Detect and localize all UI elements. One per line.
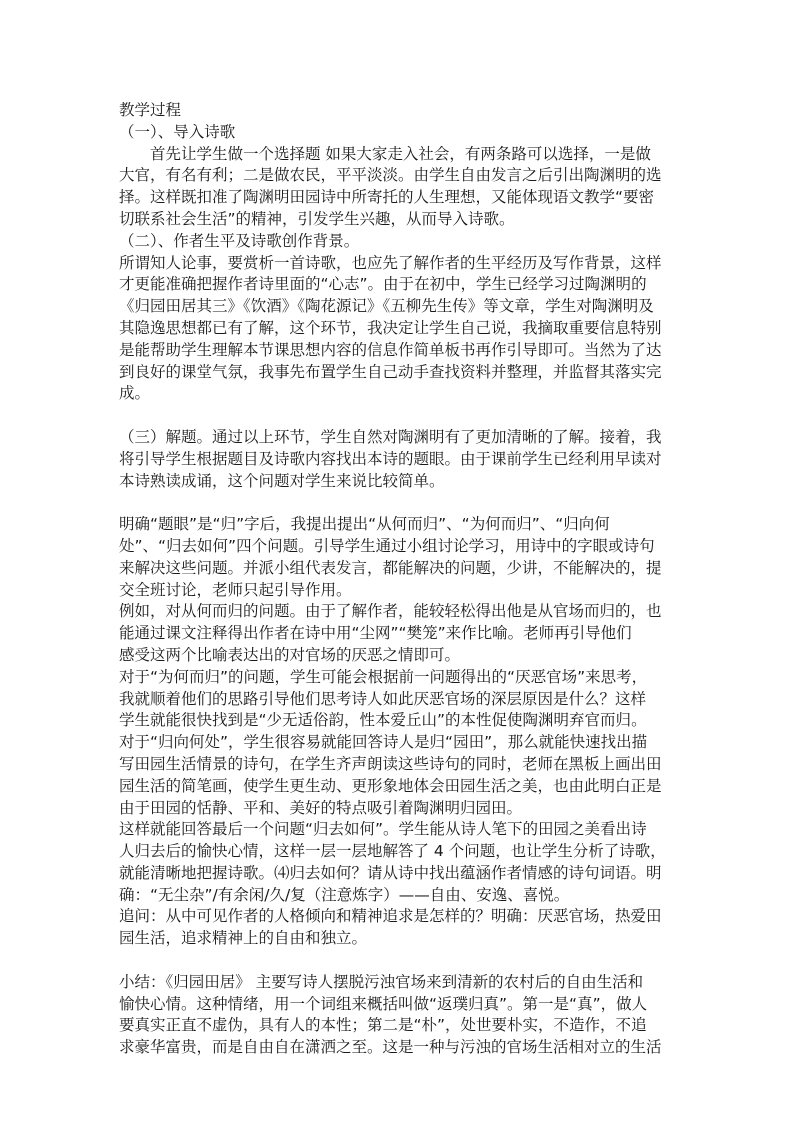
- paragraph-line: 小结：《归园田居》 主要写诗人摆脱污浊官场来到清新的农村后的自由生活和: [119, 972, 644, 991]
- paragraph-line: 写田园生活情景的诗句，在学生齐声朗读这些诗句的同时，老师在黑板上画出田: [119, 754, 662, 773]
- paragraph-line: 求豪华富贵，而是自由自在潇洒之至。这是一种与污浊的官场生活相对立的生活: [119, 1038, 662, 1057]
- paragraph-line: 对于“为何而归”的问题，学生可能会根据前一问题得出的“厌恶官场”来思考，: [119, 667, 648, 686]
- paragraph-spacer: [119, 492, 677, 514]
- section-title-background: （二）、作者生平及诗歌创作背景。: [119, 231, 360, 250]
- paragraph-line: 本诗熟读成诵，这个问题对学生来说比较简单。: [119, 471, 445, 490]
- paragraph-line: 确：“无尘杂”/有余闲/久/复（注意炼字）——自由、安逸、喜悦。: [119, 885, 570, 904]
- paragraph-line: 处”、“归去如何”四个问题。引导学生通过小组讨论学习，用诗中的字眼或诗句: [119, 536, 655, 555]
- paragraph-line: 感受这两个比喻表达出的对官场的厌恶之情即可。: [119, 645, 461, 664]
- paragraph-line: 就能清晰地把握诗歌。⑷归去如何？请从诗中找出蕴涵作者情感的诗句词语。明: [119, 863, 662, 882]
- paragraph-line: 将引导学生根据题目及诗歌内容找出本诗的题眼。由于课前学生已经利用早读对: [119, 449, 662, 468]
- paragraph-line: 所谓知人论事，要赏析一首诗歌，也应先了解作者的生平经历及写作背景，这样: [119, 253, 662, 272]
- paragraph-line: 我就顺着他们的思路引导他们思考诗人如此厌恶官场的深层原因是什么？这样: [119, 689, 647, 708]
- paragraph-line: 园生活的简笔画，使学生更生动、更形象地体会田园生活之美，也由此明白正是: [119, 776, 662, 795]
- section-title-intro: （一）、导入诗歌: [119, 122, 236, 141]
- paragraph-line: 到良好的课堂气氛，我事先布置学生自己动手查找资料并整理，并监督其落实完: [119, 362, 662, 381]
- paragraph-line: 来解决这些问题。并派小组代表发言，都能解决的问题，少讲，不能解决的，提: [119, 558, 662, 577]
- paragraph-line: 能通过课文注释得出作者在诗中用“尘网”“樊笼”来作比喻。老师再引导他们: [119, 624, 632, 643]
- paragraph-line: 才更能准确把握作者诗里面的“心志”。由于在初中，学生已经学习过陶渊明的: [119, 275, 647, 294]
- document-heading: 教学过程: [119, 101, 182, 119]
- paragraph-line: 对于“归向何处”，学生很容易就能回答诗人是归“园田”，那么就能快速找出描: [119, 733, 648, 752]
- paragraph-line: 例如，对从何而归的问题。由于了解作者，能较轻松得出他是从官场而归的，也: [119, 602, 662, 621]
- paragraph-line: 《归园田居其三》《饮酒》《陶花源记》《五柳先生传》等文章，学生对陶渊明及: [119, 297, 654, 316]
- paragraph-line: 这样就能回答最后一个问题“归去如何”。学生能从诗人笔下的田园之美看出诗: [119, 820, 647, 839]
- paragraph-line: 是能帮助学生理解本节课思想内容的信息作简单板书再作引导即可。当然为了达: [119, 340, 662, 359]
- paragraph-line: 由于田园的恬静、平和、美好的特点吸引着陶渊明归园田。: [119, 798, 523, 817]
- paragraph-line: 切联系社会生活”的精神，引发学生兴趣，从而导入诗歌。: [119, 209, 515, 228]
- paragraph-line: 首先让学生做一个选择题 如果大家走入社会，有两条路可以选择，一是做: [150, 144, 651, 163]
- paragraph-spacer: [119, 950, 677, 972]
- paragraph-line: 人归去后的愉快心情，这样一层一层地解答了 4 个问题，也让学生分析了诗歌，: [119, 842, 666, 861]
- paragraph-line: 择。这样既扣准了陶渊明田园诗中所寄托的人生理想，又能体现语文教学“要密: [119, 188, 655, 207]
- paragraph-line: （三）解题。通过以上环节，学生自然对陶渊明有了更加清晰的了解。接着，我: [119, 427, 662, 446]
- paragraph-spacer: [119, 405, 677, 427]
- paragraph-line: 交全班讨论，老师只起引导作用。: [119, 580, 352, 599]
- paragraph-line: 要真实正直不虚伪，具有人的本性；第二是“朴”，处世要朴实，不造作，不追: [119, 1016, 647, 1035]
- paragraph-line: 成。: [119, 384, 151, 403]
- paragraph-line: 其隐逸思想都已有了解，这个环节，我决定让学生自己说，我摘取重要信息特别: [119, 318, 662, 337]
- paragraph-line: 追问：从中可见作者的人格倾向和精神追求是怎样的？明确：厌恶官场，热爱田: [119, 907, 662, 926]
- document-body: [119, 100, 677, 1059]
- paragraph-line: 明确“题眼”是“归”字后，我提出提出“从何而归”、“为何而归”、“归向何: [119, 515, 610, 534]
- paragraph-line: 大官，有名有利；二是做农民，平平淡淡。由学生自由发言之后引出陶渊明的选: [119, 166, 662, 185]
- paragraph-line: 学生就能很快找到是“少无适俗韵，性本爱丘山”的本性促使陶渊明弃官而归。: [119, 711, 647, 730]
- paragraph-line: 愉快心情。这种情绪，用一个词组来概括叫做“返璞归真”。第一是“真”，做人: [119, 994, 648, 1013]
- paragraph-line: 园生活，追求精神上的自由和独立。: [119, 929, 368, 948]
